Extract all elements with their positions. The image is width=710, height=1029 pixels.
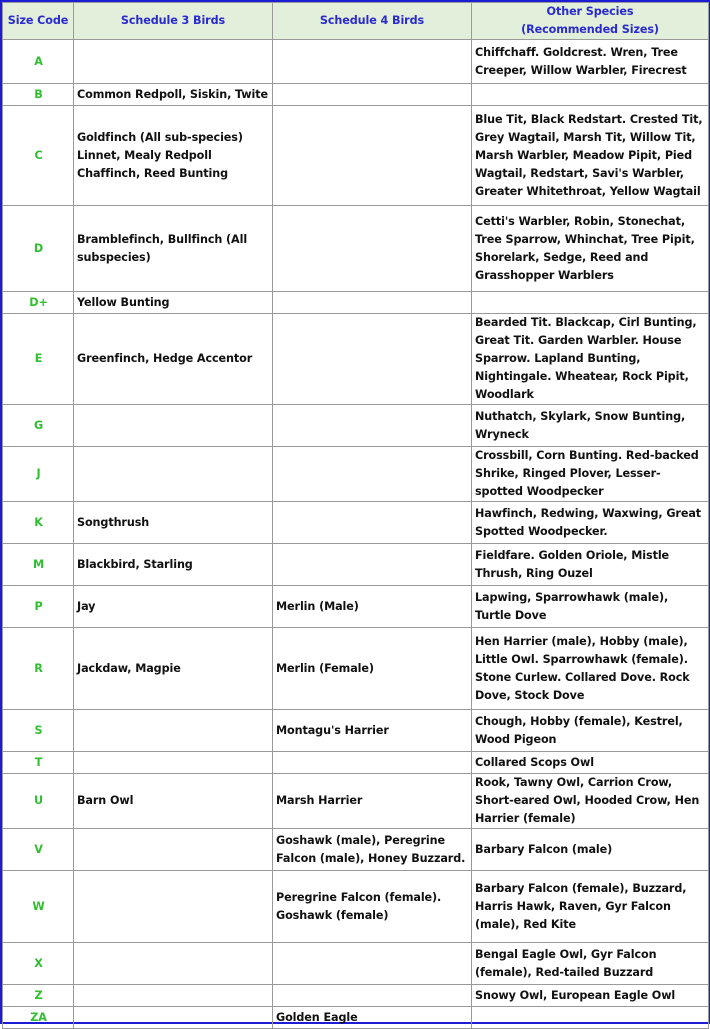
other-species-cell: Chiffchaff. Goldcrest. Wren, Tree Creeper, Willow Warbler, Firecrest xyxy=(472,40,709,84)
size-code-cell: E xyxy=(3,314,74,405)
other-species-cell: Bearded Tit. Blackcap, Cirl Bunting, Great Tit. Garden Warbler. House Sparrow. Lapland Bunting, Nightingale. Wheatear, Rock Pipit, Woodlark xyxy=(472,314,709,405)
size-code-cell: P xyxy=(3,586,74,628)
schedule-4-cell xyxy=(273,502,472,544)
schedule-3-cell xyxy=(74,752,273,774)
schedule-4-cell: Golden Eagle xyxy=(273,1007,472,1029)
size-code-cell: Z xyxy=(3,985,74,1007)
schedule-4-cell xyxy=(273,40,472,84)
schedule-3-cell: Songthrush xyxy=(74,502,273,544)
table-row xyxy=(3,314,709,405)
table-row xyxy=(3,1007,709,1029)
other-species-cell: Fieldfare. Golden Oriole, Mistle Thrush, Ring Ouzel xyxy=(472,544,709,586)
schedule-4-cell: Marsh Harrier xyxy=(273,774,472,829)
column-header-size-code: Size Code xyxy=(3,3,74,40)
schedule-3-cell xyxy=(74,447,273,502)
other-species-cell: Crossbill, Corn Bunting. Red-backed Shrike, Ringed Plover, Lesser-spotted Woodpecker xyxy=(472,447,709,502)
size-code-cell: ZA xyxy=(3,1007,74,1029)
size-code-cell: S xyxy=(3,710,74,752)
schedule-3-cell xyxy=(74,829,273,871)
schedule-4-cell: Merlin (Female) xyxy=(273,628,472,710)
table-row xyxy=(3,871,709,943)
other-species-cell: Hawfinch, Redwing, Waxwing, Great Spotted Woodpecker. xyxy=(472,502,709,544)
schedule-3-cell: Bramblefinch, Bullfinch (All subspecies) xyxy=(74,206,273,292)
schedule-4-cell: Merlin (Male) xyxy=(273,586,472,628)
schedule-3-cell: Common Redpoll, Siskin, Twite xyxy=(74,84,273,106)
schedule-3-cell: Barn Owl xyxy=(74,774,273,829)
table-row xyxy=(3,628,709,710)
schedule-4-cell xyxy=(273,752,472,774)
table-header-row xyxy=(3,3,709,40)
table-row xyxy=(3,40,709,84)
table-row xyxy=(3,774,709,829)
schedule-3-cell xyxy=(74,405,273,447)
size-code-cell: B xyxy=(3,84,74,106)
table-row xyxy=(3,710,709,752)
table-row xyxy=(3,84,709,106)
schedule-3-cell: Blackbird, Starling xyxy=(74,544,273,586)
schedule-3-cell: Goldfinch (All sub-species) Linnet, Mealy Redpoll Chaffinch, Reed Bunting xyxy=(74,106,273,206)
size-code-cell: A xyxy=(3,40,74,84)
schedule-3-cell xyxy=(74,40,273,84)
other-species-cell: Lapwing, Sparrowhawk (male), Turtle Dove xyxy=(472,586,709,628)
schedule-3-cell: Jackdaw, Magpie xyxy=(74,628,273,710)
schedule-3-cell xyxy=(74,1007,273,1029)
other-species-cell xyxy=(472,292,709,314)
size-code-cell: W xyxy=(3,871,74,943)
schedule-4-cell xyxy=(273,544,472,586)
schedule-4-cell: Montagu's Harrier xyxy=(273,710,472,752)
size-code-cell: D+ xyxy=(3,292,74,314)
schedule-4-cell xyxy=(273,206,472,292)
column-header-schedule-4: Schedule 4 Birds xyxy=(273,3,472,40)
other-species-cell: Bengal Eagle Owl, Gyr Falcon (female), Red-tailed Buzzard xyxy=(472,943,709,985)
table-row xyxy=(3,447,709,502)
table-row xyxy=(3,292,709,314)
table-row xyxy=(3,206,709,292)
size-code-cell: M xyxy=(3,544,74,586)
other-species-cell xyxy=(472,84,709,106)
schedule-3-cell xyxy=(74,871,273,943)
size-code-cell: T xyxy=(3,752,74,774)
ring-size-table xyxy=(2,2,709,1029)
size-code-cell: K xyxy=(3,502,74,544)
other-species-cell: Hen Harrier (male), Hobby (male), Little Owl. Sparrowhawk (female). Stone Curlew. Collared Dove. Rock Dove, Stock Dove xyxy=(472,628,709,710)
schedule-4-cell: Peregrine Falcon (female). Goshawk (female) xyxy=(273,871,472,943)
table-row xyxy=(3,544,709,586)
schedule-3-cell xyxy=(74,710,273,752)
schedule-3-cell: Yellow Bunting xyxy=(74,292,273,314)
other-species-cell: Barbary Falcon (male) xyxy=(472,829,709,871)
table-row xyxy=(3,752,709,774)
table-row xyxy=(3,586,709,628)
table-row xyxy=(3,405,709,447)
schedule-4-cell xyxy=(273,314,472,405)
schedule-3-cell xyxy=(74,985,273,1007)
schedule-3-cell: Jay xyxy=(74,586,273,628)
size-code-cell: R xyxy=(3,628,74,710)
size-code-cell: J xyxy=(3,447,74,502)
schedule-4-cell xyxy=(273,292,472,314)
size-code-cell: X xyxy=(3,943,74,985)
other-species-cell xyxy=(472,1007,709,1029)
other-species-cell: Rook, Tawny Owl, Carrion Crow, Short-eared Owl, Hooded Crow, Hen Harrier (female) xyxy=(472,774,709,829)
other-species-cell: Collared Scops Owl xyxy=(472,752,709,774)
other-species-cell: Chough, Hobby (female), Kestrel, Wood Pigeon xyxy=(472,710,709,752)
table-body xyxy=(3,40,709,1029)
column-header-other-species xyxy=(472,3,709,40)
schedule-4-cell: Goshawk (male), Peregrine Falcon (male), Honey Buzzard. xyxy=(273,829,472,871)
schedule-4-cell xyxy=(273,106,472,206)
schedule-4-cell xyxy=(273,943,472,985)
other-species-title: Other Species xyxy=(546,5,634,18)
other-species-cell: Cetti's Warbler, Robin, Stonechat, Tree Sparrow, Whinchat, Tree Pipit, Shorelark, Sedge, Reed and Grasshopper Warblers xyxy=(472,206,709,292)
size-code-cell: U xyxy=(3,774,74,829)
table-row xyxy=(3,943,709,985)
size-code-cell: C xyxy=(3,106,74,206)
schedule-4-cell xyxy=(273,447,472,502)
schedule-3-cell: Greenfinch, Hedge Accentor xyxy=(74,314,273,405)
other-species-cell: Nuthatch, Skylark, Snow Bunting, Wryneck xyxy=(472,405,709,447)
other-species-cell: Barbary Falcon (female), Buzzard, Harris Hawk, Raven, Gyr Falcon (male), Red Kite xyxy=(472,871,709,943)
table-row xyxy=(3,985,709,1007)
size-code-cell: V xyxy=(3,829,74,871)
column-header-schedule-3: Schedule 3 Birds xyxy=(74,3,273,40)
size-code-cell: G xyxy=(3,405,74,447)
schedule-3-cell xyxy=(74,943,273,985)
schedule-4-cell xyxy=(273,405,472,447)
other-species-cell: Snowy Owl, European Eagle Owl xyxy=(472,985,709,1007)
schedule-4-cell xyxy=(273,985,472,1007)
other-species-cell: Blue Tit, Black Redstart. Crested Tit, Grey Wagtail, Marsh Tit, Willow Tit, Marsh Warbler, Meadow Pipit, Pied Wagtail, Redstart, Savi's Warbler, Greater Whitethroat, Yellow Wagtail xyxy=(472,106,709,206)
table-row xyxy=(3,502,709,544)
table-row xyxy=(3,829,709,871)
size-code-cell: D xyxy=(3,206,74,292)
other-species-subtitle: (Recommended Sizes) xyxy=(521,23,659,36)
table-row xyxy=(3,106,709,206)
schedule-4-cell xyxy=(273,84,472,106)
